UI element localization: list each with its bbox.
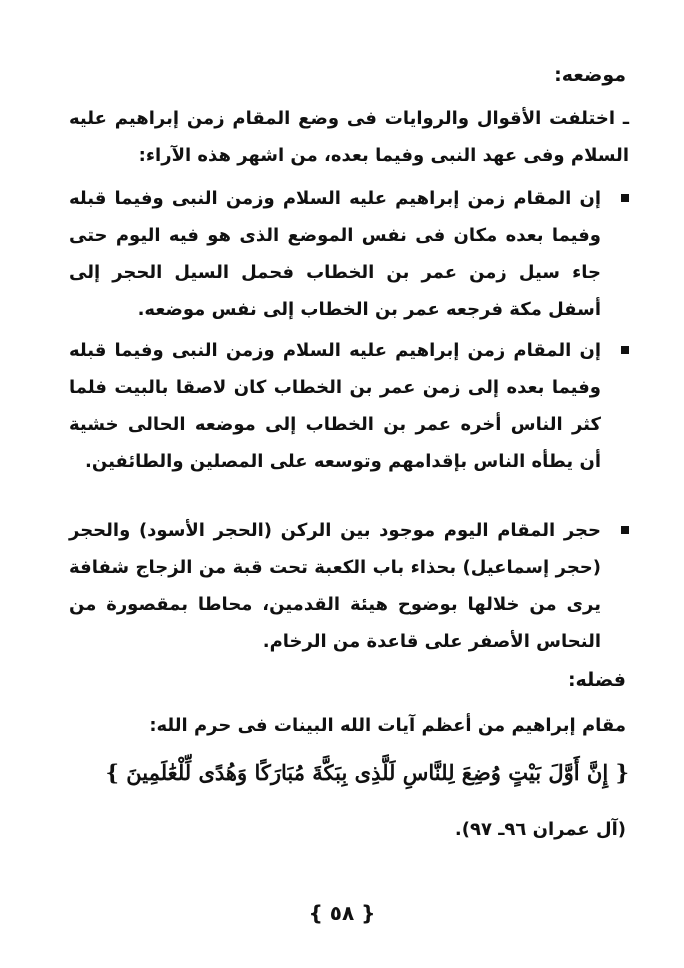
list-item — [69, 180, 629, 328]
bullet-square-icon — [621, 194, 629, 202]
bullet-square-icon — [621, 526, 629, 534]
virtue-intro: مقام إبراهيم من أعظم آيات الله البينات فى حرم الله: — [149, 715, 626, 736]
verse-reference: (آل عمران ٩٦ـ ٩٧). — [454, 819, 626, 840]
location-heading: موضعه: — [554, 64, 626, 86]
intro-paragraph: ـ اختلفت الأقوال والروايات فى وضع المقام زمن إبراهيم عليه السلام وفى عهد النبى وفيما بعده، من اشهر هذه الآراء: — [69, 108, 629, 166]
list-item — [69, 332, 629, 480]
quran-verse: { إِنَّ أَوَّلَ بَيْتٍ وُضِعَ لِلنَّاسِ لَلَّذِى بِبَكَّةَ مُبَارَكًا وَهُدًى لِّلْعَٰلَمِينَ } — [105, 760, 629, 785]
list-item — [69, 512, 629, 660]
list-item-text: حجر المقام اليوم موجود بين الركن (الحجر الأسود) والحجر (حجر إسماعيل) بحذاء باب الكعبة تحت قبة من الزجاج شفافة يرى من خلالها بوضوح هيئة القدمين، محاطا بمقصورة من النحاس الأصفر على قاعدة من الرخام. — [69, 520, 601, 652]
list-item-text: إن المقام زمن إبراهيم عليه السلام وزمن النبى وفيما قبله وفيما بعده إلى زمن عمر بن الخطاب كان لاصقا بالبيت فلما كثر الناس أخره عمر بن الخطاب إلى موضعه الحالى خشية أن يطأه الناس بإقدامهم وتوسعه على المصلين والطائفين. — [69, 340, 601, 472]
list-item-text: إن المقام زمن إبراهيم عليه السلام وزمن النبى وفيما قبله وفيما بعده مكان فى نفس الموضع الذى هو فيه اليوم حتى جاء سيل زمن عمر بن الخطاب فحمل السيل الحجر إلى أسفل مكة فرجعه عمر بن الخطاب إلى نفس موضعه. — [69, 188, 601, 320]
page-number: { ٥٨ } — [308, 901, 376, 925]
virtue-heading: فضله: — [567, 669, 626, 691]
bullet-square-icon — [621, 346, 629, 354]
